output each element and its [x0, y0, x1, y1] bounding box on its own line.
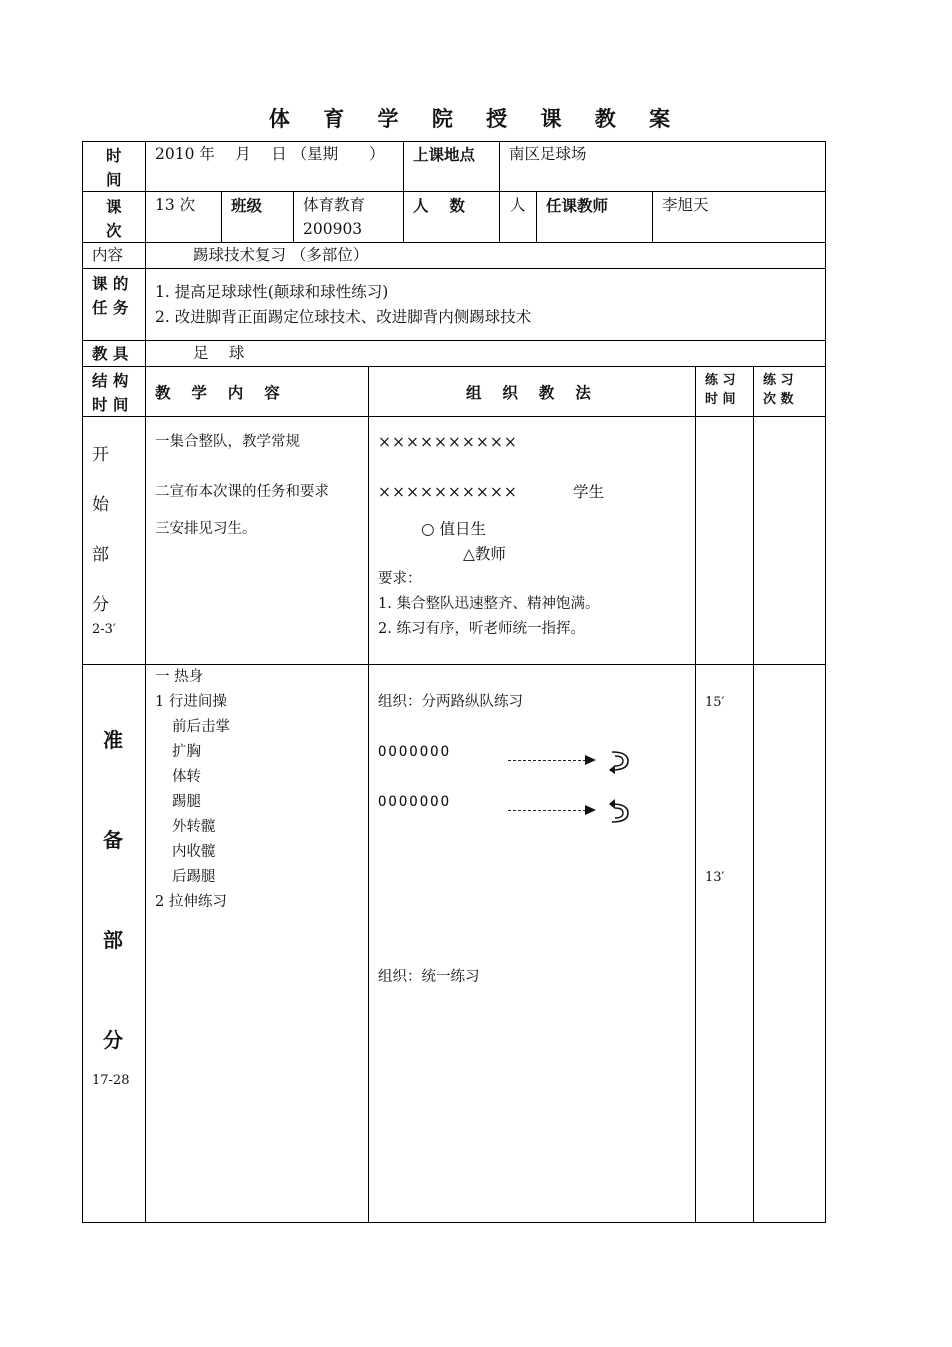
- class-label: 班级: [231, 196, 263, 215]
- location-value: 南区足球场: [509, 145, 587, 163]
- practice-count-header: 练 习: [763, 373, 794, 388]
- session-label: 课: [106, 197, 122, 216]
- teacher-value: 李旭天: [662, 196, 709, 214]
- column-row: OOOOOOO: [378, 794, 452, 810]
- list-item: 后踢腿: [172, 869, 216, 885]
- page-title: 体 育 学 院 授 课 教 案: [268, 106, 684, 131]
- session-label-2: 次: [106, 221, 122, 240]
- arrowhead-icon: [585, 805, 596, 815]
- requirement-item: 1. 集合整队迅速整齐、精神饱满。: [378, 596, 600, 612]
- structure-time-header: 结 构: [92, 371, 129, 390]
- teaching-content-header: 教 学 内 容: [155, 383, 280, 402]
- formation-row: ××××××××××: [378, 483, 518, 501]
- start-label-char: 分: [92, 595, 109, 615]
- practice-time-value: 13′: [705, 870, 725, 885]
- prep-duration: 17-28: [92, 1073, 130, 1088]
- dashed-arrow: [508, 760, 586, 761]
- list-item: 一 热身: [155, 669, 204, 685]
- arrowhead-icon: [585, 755, 596, 765]
- formation-row: ××××××××××: [378, 433, 518, 451]
- list-item: 体转: [172, 769, 201, 785]
- list-item: 三安排见习生。: [155, 521, 257, 537]
- count-label: 人 数: [413, 196, 465, 215]
- column-row: OOOOOOO: [378, 744, 452, 760]
- list-item: 2 拉伸练习: [155, 894, 227, 910]
- task-label: 课 的: [92, 274, 129, 293]
- start-label-char: 开: [92, 445, 109, 465]
- teacher-label: 任课教师: [546, 196, 609, 215]
- date-value: 2010 年 月 日 （星期 ）: [155, 145, 385, 163]
- task-item: 2. 改进脚背正面踢定位球技术、改进脚背内侧踢球技术: [155, 308, 532, 326]
- start-duration: 2-3′: [92, 622, 116, 637]
- organization-note: 组织：分两路纵队练习: [378, 694, 523, 710]
- prep-label-char: 准: [103, 728, 123, 752]
- list-item: 内收髋: [172, 844, 216, 860]
- turn-around-icon: [606, 799, 632, 827]
- session-value: 13 次: [155, 196, 196, 214]
- task-item: 1. 提高足球球性(颠球和球性练习): [155, 283, 389, 301]
- list-item: 扩胸: [172, 744, 201, 760]
- list-item: 1 行进间操: [155, 694, 227, 710]
- dashed-arrow: [508, 810, 586, 811]
- duty-student-label: ○ 值日生: [421, 520, 486, 538]
- requirement-item: 2. 练习有序，听老师统一指挥。: [378, 621, 585, 637]
- practice-count-header-2: 次 数: [763, 392, 794, 407]
- prep-label-char: 部: [103, 928, 123, 952]
- list-item: 外转髋: [172, 819, 216, 835]
- content-value: 踢球技术复习 （多部位）: [193, 246, 369, 264]
- class-value: 体育教育: [303, 196, 366, 214]
- list-item: 一集合整队，教学常规: [155, 434, 300, 450]
- list-item: 前后击掌: [172, 719, 230, 735]
- structure-time-header-2: 时 间: [92, 395, 129, 414]
- class-value-number: 200903: [303, 220, 363, 238]
- teacher-position-label: △教师: [463, 545, 506, 563]
- equipment-value: 足 球: [193, 344, 245, 362]
- count-value: 人: [510, 196, 526, 214]
- task-label-2: 任 务: [92, 298, 129, 317]
- list-item: 踢腿: [172, 794, 201, 810]
- time-label-2: 间: [106, 170, 122, 189]
- prep-label-char: 分: [103, 1028, 123, 1052]
- prep-label-char: 备: [103, 828, 123, 852]
- list-item: 二宣布本次课的任务和要求: [155, 484, 329, 500]
- practice-time-value: 15′: [705, 695, 725, 710]
- content-label: 内容: [92, 246, 124, 264]
- practice-time-header-2: 时 间: [705, 392, 736, 407]
- turn-around-icon: [606, 747, 632, 775]
- requirements-title: 要求：: [378, 571, 422, 587]
- practice-time-header: 练 习: [705, 373, 736, 388]
- start-label-char: 始: [92, 495, 109, 515]
- equipment-label: 教 具: [92, 344, 129, 363]
- student-label: 学生: [573, 483, 605, 501]
- location-label: 上课地点: [413, 145, 476, 164]
- organization-note: 组织：统一练习: [378, 969, 480, 985]
- organization-method-header: 组 织 教 法: [466, 383, 591, 402]
- time-label: 时: [106, 146, 122, 165]
- start-label-char: 部: [92, 545, 109, 565]
